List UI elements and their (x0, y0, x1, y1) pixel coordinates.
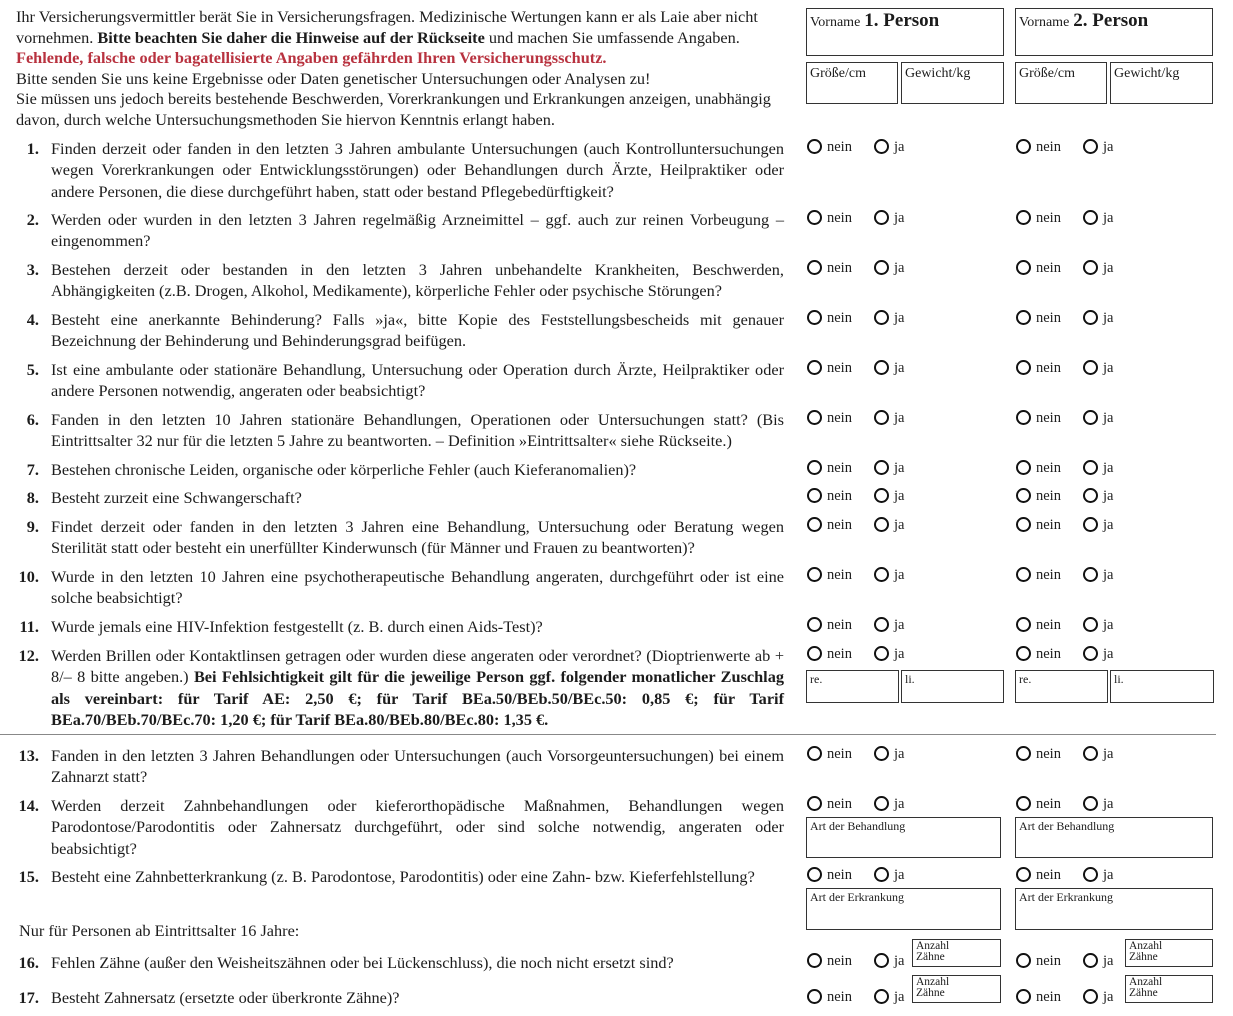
q4-person1-ja-option[interactable] (874, 307, 904, 327)
radio-circle-icon[interactable] (1016, 260, 1031, 275)
q1-person1-nein-option[interactable] (807, 136, 852, 156)
option-label: nein (1036, 360, 1061, 376)
radio-circle-icon[interactable] (874, 796, 889, 811)
radio-circle-icon[interactable] (1016, 746, 1031, 761)
q15-person1-ja-option[interactable] (874, 864, 904, 884)
radio-circle-icon[interactable] (807, 260, 822, 275)
option-label: nein (827, 310, 852, 326)
q1-person2-ja-option[interactable] (1083, 136, 1113, 156)
option-label: ja (894, 260, 905, 276)
option-label: ja (1103, 953, 1114, 969)
option-label: nein (827, 210, 852, 226)
option-label: ja (1103, 360, 1114, 376)
q16-person2-nein-option[interactable] (1016, 950, 1061, 970)
question-8: 8. Besteht zurzeit eine Schwangerschaft? (26, 488, 302, 507)
option-label: ja (894, 139, 905, 155)
option-label: ja (894, 460, 905, 476)
option-label: nein (827, 953, 852, 969)
q7-person1-nein-option[interactable] (807, 457, 852, 477)
radio-circle-icon[interactable] (874, 746, 889, 761)
radio-circle-icon[interactable] (1016, 617, 1031, 632)
option-label: nein (1036, 488, 1061, 504)
option-label: nein (1036, 746, 1061, 762)
intro-text (16, 7, 784, 130)
radio-circle-icon[interactable] (807, 460, 822, 475)
option-label: nein (827, 139, 852, 155)
question-11: 11. Wurde jemals eine HIV-Infektion festgestellt (z. B. durch einen Aids-Test)? (19, 617, 543, 636)
q14-person2-ja-option[interactable] (1083, 793, 1113, 813)
radio-circle-icon[interactable] (874, 410, 889, 425)
radio-circle-icon[interactable] (807, 360, 822, 375)
q10-person1-nein-option[interactable] (807, 564, 852, 584)
radio-circle-icon[interactable] (874, 310, 889, 325)
option-label: ja (1103, 989, 1114, 1005)
option-label: ja (894, 517, 905, 533)
radio-circle-icon[interactable] (1083, 488, 1098, 503)
radio-circle-icon[interactable] (1016, 488, 1031, 503)
q1-person1-ja-option[interactable] (874, 136, 904, 156)
radio-circle-icon[interactable] (874, 139, 889, 154)
radio-circle-icon[interactable] (807, 867, 822, 882)
radio-circle-icon[interactable] (807, 567, 822, 582)
person1-name-field[interactable]: Vorname 1. Person (806, 8, 1004, 56)
question-10: 10. Wurde in den letzten 10 Jahren eine psychotherapeutische Behandlung angeraten, durchgeführt oder ist eine solche beabsichtigt? (18, 567, 784, 608)
q8-person1-nein-option[interactable] (807, 485, 852, 505)
q9-person2-nein-option[interactable] (1016, 514, 1061, 534)
radio-circle-icon[interactable] (807, 617, 822, 632)
person2-denture-count-field[interactable]: Anzahl Zähne (1125, 975, 1213, 1003)
radio-circle-icon[interactable] (1083, 517, 1098, 532)
q15-person2-nein-option[interactable] (1016, 864, 1061, 884)
option-label: nein (827, 796, 852, 812)
option-label: nein (1036, 617, 1061, 633)
radio-circle-icon[interactable] (874, 989, 889, 1004)
q11-person1-nein-option[interactable] (807, 614, 852, 634)
radio-circle-icon[interactable] (807, 410, 822, 425)
q13-person1-nein-option[interactable] (807, 743, 852, 763)
person1-missing-teeth-count-field[interactable]: Anzahl Zähne (912, 939, 1001, 967)
radio-circle-icon[interactable] (874, 210, 889, 225)
option-label: nein (1036, 567, 1061, 583)
q15-person1-nein-option[interactable] (807, 864, 852, 884)
q12-person1-nein-option[interactable] (807, 643, 852, 663)
q3-person1-nein-option[interactable] (807, 257, 852, 277)
q14-person2-nein-option[interactable] (1016, 793, 1061, 813)
question-4: 4. Besteht eine anerkannte Behinderung? Falls »ja«, bitte Kopie des Feststellungsbescheids mit genauer Bezeichnung der Behinderung und Behinderungsgrad beifügen. (26, 310, 784, 351)
option-label: ja (894, 953, 905, 969)
option-label: nein (1036, 310, 1061, 326)
radio-circle-icon[interactable] (807, 517, 822, 532)
option-label: ja (1103, 139, 1114, 155)
q12-person2-ja-option[interactable] (1083, 643, 1113, 663)
q17-person2-nein-option[interactable] (1016, 986, 1061, 1006)
question-15: 15. Besteht eine Zahnbetterkrankung (z. B. Parodontose, Parodontitis) oder eine Zahn- bzw. Kieferfehlstellung? (18, 867, 755, 886)
option-label: ja (894, 310, 905, 326)
option-label: nein (827, 410, 852, 426)
q2-person1-nein-option[interactable] (807, 207, 852, 227)
q17-person2-ja-option[interactable] (1083, 986, 1113, 1006)
q2-person2-ja-option[interactable] (1083, 207, 1113, 227)
question-17: 17. Besteht Zahnersatz (ersetzte oder überkronte Zähne)? (18, 988, 400, 1007)
radio-circle-icon[interactable] (1083, 646, 1098, 661)
intro-paragraph-2: Bitte senden Sie uns keine Ergebnisse oder Daten genetischer Untersuchungen oder Analysen zu! (16, 68, 651, 88)
q12-person2-nein-option[interactable] (1016, 643, 1061, 663)
option-label: ja (894, 488, 905, 504)
option-label: ja (1103, 617, 1114, 633)
q7-person2-nein-option[interactable] (1016, 457, 1061, 477)
intro-emphasis: Bitte beachten Sie daher die Hinweise auf der Rückseite (97, 27, 485, 47)
radio-circle-icon[interactable] (874, 567, 889, 582)
radio-circle-icon[interactable] (807, 488, 822, 503)
q7-person1-ja-option[interactable] (874, 457, 904, 477)
person2-name-field[interactable]: Vorname 2. Person (1015, 8, 1213, 56)
radio-circle-icon[interactable] (874, 617, 889, 632)
radio-circle-icon[interactable] (1083, 410, 1098, 425)
q16-person1-ja-option[interactable] (874, 950, 904, 970)
person1-denture-count-field[interactable]: Anzahl Zähne (912, 975, 1001, 1003)
radio-circle-icon[interactable] (1083, 310, 1098, 325)
q4-person2-ja-option[interactable] (1083, 307, 1113, 327)
q5-person2-nein-option[interactable] (1016, 357, 1061, 377)
person2-glasses-left-field[interactable]: li. (1110, 670, 1214, 703)
option-label: ja (1103, 488, 1114, 504)
q6-person2-ja-option[interactable] (1083, 407, 1113, 427)
option-label: nein (827, 260, 852, 276)
q10-person2-ja-option[interactable] (1083, 564, 1113, 584)
question-2: 2. Werden oder wurden in den letzten 3 Jahren regelmäßig Arzneimittel – ggf. auch zur reinen Vorbeugung – eingenommen? (26, 210, 784, 251)
q5-person2-ja-option[interactable] (1083, 357, 1113, 377)
radio-circle-icon[interactable] (1016, 360, 1031, 375)
q11-person2-nein-option[interactable] (1016, 614, 1061, 634)
question-5: 5. Ist eine ambulante oder stationäre Behandlung, Untersuchung oder Operation durch Ärzte, Heilpraktiker oder andere Personen notwendig, angeraten oder beabsichtigt? (26, 360, 784, 401)
q3-person1-ja-option[interactable] (874, 257, 904, 277)
option-label: nein (827, 567, 852, 583)
person2-label: 2. Person (1073, 10, 1149, 31)
option-label: nein (1036, 410, 1061, 426)
age-note: Nur für Personen ab Eintrittsalter 16 Jahre: (19, 921, 300, 940)
q9-person2-ja-option[interactable] (1083, 514, 1113, 534)
radio-circle-icon[interactable] (1083, 989, 1098, 1004)
option-label: nein (827, 746, 852, 762)
option-label: nein (1036, 517, 1061, 533)
radio-circle-icon[interactable] (1016, 989, 1031, 1004)
intro-warning: Fehlende, falsche oder bagatellisierte Angaben gefährden Ihren Versicherungsschutz. (16, 48, 607, 67)
option-label: ja (1103, 210, 1114, 226)
option-label: ja (1103, 646, 1114, 662)
radio-circle-icon[interactable] (874, 360, 889, 375)
option-label: ja (1103, 460, 1114, 476)
person1-treatment-type-field[interactable]: Art der Behandlung (806, 817, 1001, 858)
intro-paragraph-1: Ihr Versicherungsvermittler berät Sie in Versicherungsfragen. Medizinische Wertungen kann er als Laie aber nicht vornehmen. Bitte beachten Sie daher die Hinweise auf der Rückseite und machen Sie umfassende Angaben. Fehlende, falsche oder bagatellisierte Angaben gefährden Ihren Versicherungsschutz. (16, 7, 758, 67)
q4-person2-nein-option[interactable] (1016, 307, 1061, 327)
option-label: ja (894, 567, 905, 583)
q15-person2-ja-option[interactable] (1083, 864, 1113, 884)
radio-circle-icon[interactable] (807, 953, 822, 968)
q14-person1-ja-option[interactable] (874, 793, 904, 813)
option-label: ja (1103, 517, 1114, 533)
q4-person1-nein-option[interactable] (807, 307, 852, 327)
q13-person2-nein-option[interactable] (1016, 743, 1061, 763)
q1-person2-nein-option[interactable] (1016, 136, 1061, 156)
question-13: 13. Fanden in den letzten 3 Jahren Behandlungen oder Untersuchungen (auch Vorsorgeuntersuchungen) bei einem Zahnarzt statt? (18, 746, 784, 787)
q6-person1-ja-option[interactable] (874, 407, 904, 427)
question-1: 1. Finden derzeit oder fanden in den letzten 3 Jahren ambulante Untersuchungen (auch Kontrolluntersuchungen wegen Vorerkrankungen oder Entwicklungsstörungen) oder Behandlungen durch Ärzte, Heilpraktiker oder andere Personen, die diese durchgeführt haben, statt oder bestand Pflegebedürftigkeit? (26, 139, 784, 201)
radio-circle-icon[interactable] (1016, 210, 1031, 225)
option-label: nein (827, 460, 852, 476)
q8-person1-ja-option[interactable] (874, 485, 904, 505)
radio-circle-icon[interactable] (1083, 867, 1098, 882)
radio-circle-icon[interactable] (1083, 617, 1098, 632)
radio-circle-icon[interactable] (874, 460, 889, 475)
intro-paragraph-3: Sie müssen uns jedoch bereits bestehende Beschwerden, Vorerkrankungen und Erkrankungen anzeigen, unabhängig davon, durch welche Untersuchungsmethoden Sie hiervon Kenntnis erlangt haben. (16, 89, 771, 129)
radio-circle-icon[interactable] (874, 260, 889, 275)
option-label: nein (827, 867, 852, 883)
question-3: 3. Bestehen derzeit oder bestanden in den letzten 3 Jahren unbehandelte Krankheiten, Beschwerden, Abhängigkeiten (z.B. Drogen, Alkohol, Medikamente), körperliche Fehler oder psychische Störungen? (26, 260, 784, 301)
option-label: nein (1036, 796, 1061, 812)
person1-glasses-left-field[interactable]: li. (901, 670, 1004, 703)
option-label: nein (1036, 260, 1061, 276)
option-label: ja (894, 210, 905, 226)
question-12: 12. Werden Brillen oder Kontaktlinsen getragen oder wurden diese angeraten oder verordnet? (Dioptrienwerte ab + 8/– 8 bitte angeben.) Bei Fehlsichtigkeit gilt für die jeweilige Person ggf. folgender monatlicher Zuschlag als vereinbart: für Tarif AE: 2,50 €; für Tarif BEa.50/BEb.50/BEc.50: 0,85 €; für Tarif BEa.70/BEb.70/BEc.70: 1,20 €; für Tarif BEa.80/BEb.80/BEc.80: 1,35 €. (18, 646, 784, 729)
radio-circle-icon[interactable] (1016, 460, 1031, 475)
q5-person1-nein-option[interactable] (807, 357, 852, 377)
person2-missing-teeth-count-field[interactable]: Anzahl Zähne (1125, 939, 1213, 967)
option-label: nein (1036, 989, 1061, 1005)
radio-circle-icon[interactable] (1083, 460, 1098, 475)
radio-circle-icon[interactable] (807, 310, 822, 325)
surcharge-notice: Bei Fehlsichtigkeit gilt für die jeweilige Person ggf. folgender monatlicher Zuschlag als vereinbart: für Tarif AE: 2,50 €; für Tarif BEa.50/BEb.50/BEc.50: 0,85 €; für Tarif BEa.70/BEb.70/BEc.70: 1,20 €; für Tarif BEa.80/BEb.80/BEc.80: 1,35 €. (51, 667, 784, 729)
radio-circle-icon[interactable] (1083, 210, 1098, 225)
q3-person2-ja-option[interactable] (1083, 257, 1113, 277)
option-label: ja (894, 646, 905, 662)
q6-person1-nein-option[interactable] (807, 407, 852, 427)
option-label: ja (1103, 567, 1114, 583)
radio-circle-icon[interactable] (1016, 796, 1031, 811)
radio-circle-icon[interactable] (807, 210, 822, 225)
option-label: ja (894, 410, 905, 426)
option-label: ja (894, 989, 905, 1005)
option-label: nein (827, 517, 852, 533)
radio-circle-icon[interactable] (874, 646, 889, 661)
radio-circle-icon[interactable] (874, 517, 889, 532)
radio-circle-icon[interactable] (1083, 796, 1098, 811)
option-label: nein (1036, 646, 1061, 662)
option-label: nein (1036, 460, 1061, 476)
q16-person2-ja-option[interactable] (1083, 950, 1113, 970)
q6-person2-nein-option[interactable] (1016, 407, 1061, 427)
radio-circle-icon[interactable] (807, 139, 822, 154)
option-label: ja (1103, 410, 1114, 426)
q17-person1-nein-option[interactable] (807, 986, 852, 1006)
radio-circle-icon[interactable] (1016, 953, 1031, 968)
radio-circle-icon[interactable] (1016, 139, 1031, 154)
q14-person1-nein-option[interactable] (807, 793, 852, 813)
question-16: 16. Fehlen Zähne (außer den Weisheitszähnen oder bei Lückenschluss), die noch nicht ersetzt sind? (18, 953, 674, 972)
option-label: nein (1036, 867, 1061, 883)
person1-disease-type-field[interactable]: Art der Erkrankung (806, 888, 1001, 930)
q10-person1-ja-option[interactable] (874, 564, 904, 584)
q10-person2-nein-option[interactable] (1016, 564, 1061, 584)
person1-label: 1. Person (864, 10, 940, 31)
radio-circle-icon[interactable] (1083, 746, 1098, 761)
radio-circle-icon[interactable] (1016, 867, 1031, 882)
radio-circle-icon[interactable] (1016, 646, 1031, 661)
radio-circle-icon[interactable] (1016, 410, 1031, 425)
option-label: nein (827, 360, 852, 376)
radio-circle-icon[interactable] (1016, 310, 1031, 325)
radio-circle-icon[interactable] (807, 796, 822, 811)
person1-height-field[interactable]: Größe/cm (806, 62, 898, 104)
radio-circle-icon[interactable] (1083, 139, 1098, 154)
radio-circle-icon[interactable] (1083, 953, 1098, 968)
option-label: ja (894, 746, 905, 762)
option-label: ja (894, 360, 905, 376)
option-label: ja (1103, 796, 1114, 812)
q2-person2-nein-option[interactable] (1016, 207, 1061, 227)
q9-person1-ja-option[interactable] (874, 514, 904, 534)
person2-height-field[interactable]: Größe/cm (1015, 62, 1107, 104)
radio-circle-icon[interactable] (807, 646, 822, 661)
option-label: ja (894, 617, 905, 633)
radio-circle-icon[interactable] (1083, 567, 1098, 582)
q17-person1-ja-option[interactable] (874, 986, 904, 1006)
q11-person1-ja-option[interactable] (874, 614, 904, 634)
q7-person2-ja-option[interactable] (1083, 457, 1113, 477)
radio-circle-icon[interactable] (874, 488, 889, 503)
option-label: ja (1103, 746, 1114, 762)
person2-disease-type-field[interactable]: Art der Erkrankung (1015, 888, 1213, 930)
person2-treatment-type-field[interactable]: Art der Behandlung (1015, 817, 1213, 858)
option-label: nein (827, 488, 852, 504)
option-label: ja (894, 796, 905, 812)
question-9: 9. Findet derzeit oder fanden in den letzten 3 Jahren eine Behandlung, Untersuchung oder Beratung wegen Sterilität statt oder besteht ein unerfüllter Kinderwunsch (für Männer und Frauen zu beantworten)? (26, 517, 784, 558)
q12-person1-ja-option[interactable] (874, 643, 904, 663)
radio-circle-icon[interactable] (807, 746, 822, 761)
question-7: 7. Bestehen chronische Leiden, organische oder körperliche Fehler (auch Kieferanomalien)? (26, 460, 637, 479)
option-label: ja (1103, 310, 1114, 326)
q16-person1-nein-option[interactable] (807, 950, 852, 970)
radio-circle-icon[interactable] (874, 953, 889, 968)
radio-circle-icon[interactable] (874, 867, 889, 882)
question-6: 6. Fanden in den letzten 10 Jahren stationäre Behandlungen, Operationen oder Untersuchungen statt? (Bis Eintrittsalter 32 nur für die letzten 5 Jahre zu beantworten. – Definition »Eintrittsalter« siehe Rückseite.) (26, 410, 784, 451)
option-label: nein (827, 617, 852, 633)
q11-person2-ja-option[interactable] (1083, 614, 1113, 634)
option-label: nein (1036, 953, 1061, 969)
section-divider (0, 734, 1216, 735)
q2-person1-ja-option[interactable] (874, 207, 904, 227)
person2-weight-field[interactable]: Gewicht/kg (1110, 62, 1213, 104)
person1-glasses-right-field[interactable]: re. (806, 670, 899, 703)
option-label: ja (1103, 260, 1114, 276)
radio-circle-icon[interactable] (807, 989, 822, 1004)
option-label: nein (827, 646, 852, 662)
q8-person2-nein-option[interactable] (1016, 485, 1061, 505)
q13-person1-ja-option[interactable] (874, 743, 904, 763)
q5-person1-ja-option[interactable] (874, 357, 904, 377)
person1-weight-field[interactable]: Gewicht/kg (901, 62, 1004, 104)
q9-person1-nein-option[interactable] (807, 514, 852, 534)
option-label: nein (827, 989, 852, 1005)
radio-circle-icon[interactable] (1016, 567, 1031, 582)
radio-circle-icon[interactable] (1083, 360, 1098, 375)
option-label: ja (894, 867, 905, 883)
option-label: nein (1036, 210, 1061, 226)
radio-circle-icon[interactable] (1083, 260, 1098, 275)
radio-circle-icon[interactable] (1016, 517, 1031, 532)
person2-glasses-right-field[interactable]: re. (1015, 670, 1108, 703)
question-14: 14. Werden derzeit Zahnbehandlungen oder kieferorthopädische Maßnahmen, Behandlungen wegen Parodontose/Parodontitis oder Zahnersatz durchgeführt, oder sind solche notwendig, angeraten oder beabsichtigt? (18, 796, 784, 858)
q13-person2-ja-option[interactable] (1083, 743, 1113, 763)
q3-person2-nein-option[interactable] (1016, 257, 1061, 277)
q8-person2-ja-option[interactable] (1083, 485, 1113, 505)
option-label: nein (1036, 139, 1061, 155)
option-label: ja (1103, 867, 1114, 883)
